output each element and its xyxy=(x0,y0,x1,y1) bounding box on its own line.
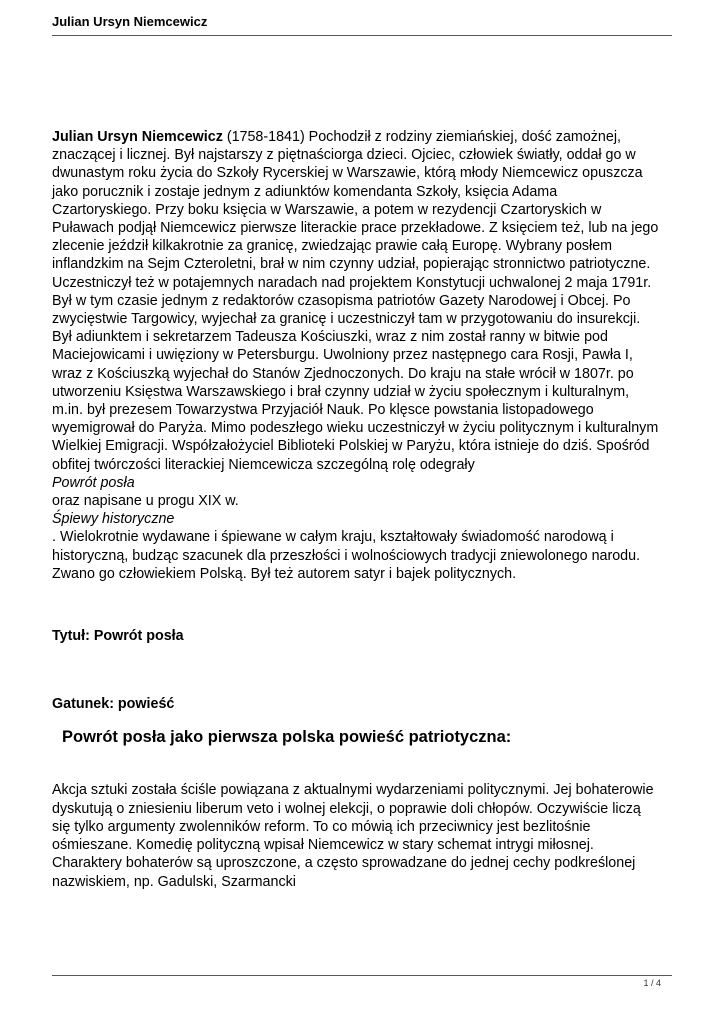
bio-line: inflandzkim na Sejm Czteroletni, brał w nim czynny udział, popierając stronnictwo patriotyczne. xyxy=(52,256,651,273)
page-header-title: Julian Ursyn Niemcewicz xyxy=(52,14,208,29)
document-body xyxy=(52,128,676,891)
work-title-spiewy-historyczne: Śpiewy historyczne xyxy=(52,511,175,528)
work-title-label: Tytuł: Powrót posła xyxy=(52,628,184,645)
bio-line: wyemigrował do Paryża. Mimo podeszłego wieku uczestniczył w życiu politycznym i kulturalnym xyxy=(52,420,659,437)
plot-line: Charaktery bohaterów są uproszczone, a często sprowadzane do jednej cechy podkreślonej xyxy=(52,855,636,872)
bio-line: znaczącej i licznej. Był najstarszy z piętnaściorga dzieci. Ojciec, człowiek światły, oddał go w xyxy=(52,147,636,164)
plot-line: nazwiskiem, np. Gadulski, Szarmancki xyxy=(52,873,296,890)
bio-connector-text: oraz napisane u progu XIX w. xyxy=(52,493,239,510)
bio-line: Uczestniczył też w potajemnych naradach nad projektem Konstytucji uchwalonej 2 maja 1791r. xyxy=(52,274,652,291)
plot-line: Akcja sztuki została ściśle powiązana z aktualnymi wydarzeniami politycznymi. Jej bohaterowie xyxy=(52,782,654,799)
biography-paragraph xyxy=(52,128,676,583)
bio-closing-line: Zwano go człowiekiem Polską. Był też autorem satyr i bajek politycznych. xyxy=(52,565,517,582)
bio-line: dwunastym roku życia do Szkoły Rycerskiej w Warszawie, którą młody Niemcewicz opuszcza xyxy=(52,165,643,182)
bio-closing-line: historyczną, budząc szacunek dla przeszłości i wolnościowych tradycji zniewolonego narodu. xyxy=(52,547,641,564)
header-divider xyxy=(52,35,672,36)
bio-first-line xyxy=(52,128,676,146)
footer-divider xyxy=(52,975,672,976)
author-name: Julian Ursyn Niemcewicz xyxy=(52,129,223,145)
bio-line: Był w tym czasie jednym z redaktorów czasopisma patriotów Gazety Narodowej i Obcej. Po xyxy=(52,292,631,309)
section-heading: Powrót posła jako pierwsza polska powieść patriotyczna: xyxy=(62,728,512,747)
bio-line: zwycięstwie Targowicy, wyjechał za granicę i uczestniczył tam w przygotowaniu do insurekcji. xyxy=(52,311,641,328)
bio-line: Puławach podjął Niemcewicz pierwsze literackie prace przekładowe. Z księciem też, lub na jego xyxy=(52,220,659,237)
bio-line: Czartoryskiego. Przy boku księcia w Warszawie, a potem w rezydencji Czartoryskich w xyxy=(52,201,602,218)
bio-line: Był adiunktem i sekretarzem Tadeusza Kościuszki, wraz z nim został ranny w bitwie pod xyxy=(52,329,608,346)
bio-line: wraz z Kościuszką wyjechał do Stanów Zjednoczonych. Do kraju na stałe wrócił w 1807r. po xyxy=(52,365,634,382)
plot-line: się tylko argumenty zwolenników reform. To co mówią ich przeciwnicy jest bezlitośnie xyxy=(52,818,591,835)
bio-line: utworzeniu Księstwa Warszawskiego i brał czynny udział w życiu społecznym i kulturalnym, xyxy=(52,383,630,400)
bio-line: Maciejowicami i uwięziony w Petersburgu. Uwolniony przez następnego cara Rosji, Pawła I, xyxy=(52,347,633,364)
bio-closing-line: . Wielokrotnie wydawane i śpiewane w całym kraju, kształtowały świadomość narodową i xyxy=(52,529,614,546)
plot-line: dyskutują o zniesieniu liberum veto i wolnej elekcji, o poprawie doli chłopów. Oczywiście liczą xyxy=(52,800,641,817)
bio-line: m.in. był prezesem Towarzystwa Przyjaciół Nauk. Po klęsce powstania listopadowego xyxy=(52,402,594,419)
work-title-powrot-posla: Powrót posła xyxy=(52,474,135,491)
bio-line: Wielkiej Emigracji. Współzałożyciel Biblioteki Polskiej w Paryżu, która istnieje do dziś. Spośród xyxy=(52,438,650,455)
bio-line: obfitej twórczości literackiej Niemcewicza szczególną rolę odegrały xyxy=(52,456,475,473)
page-number: 1 / 4 xyxy=(643,978,661,988)
bio-first-line-text: (1758-1841) Pochodził z rodziny ziemiańskiej, dość zamożnej, xyxy=(222,129,621,145)
plot-paragraph xyxy=(52,781,676,890)
genre-label: Gatunek: powieść xyxy=(52,696,175,713)
bio-line: zlecenie jeździł kilkakrotnie za granicę, zwiedzając prawie całą Europę. Wybrany posłem xyxy=(52,238,613,255)
plot-line: ośmieszane. Komedię polityczną wpisał Niemcewicz w stary schemat intrygi miłosnej. xyxy=(52,837,594,854)
bio-line: jako porucznik i zostaje jednym z adiunktów komendanta Szkoły, księcia Adama xyxy=(52,183,558,200)
